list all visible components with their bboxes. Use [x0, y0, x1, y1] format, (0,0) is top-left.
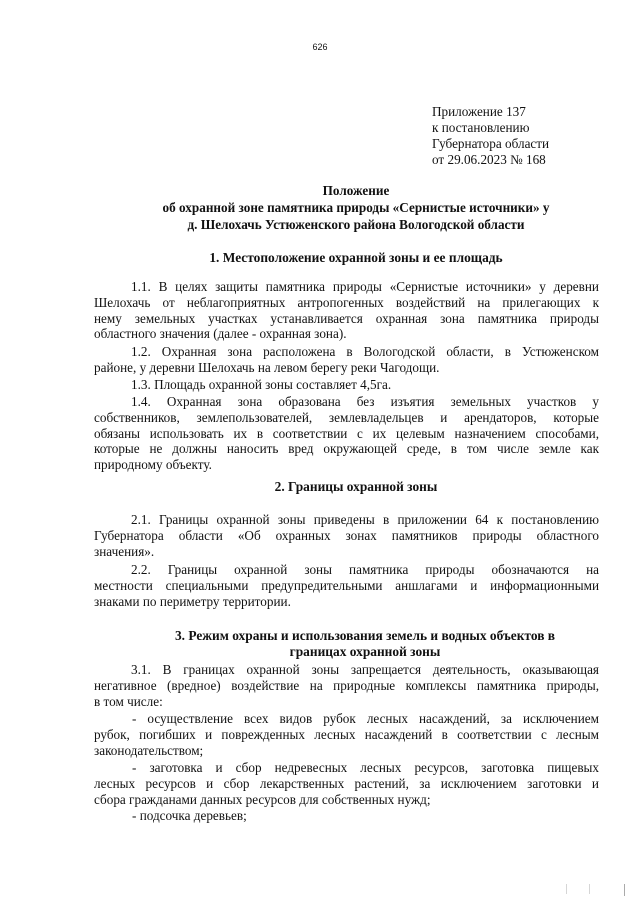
appendix-line: Приложение 137 [432, 104, 526, 119]
title-line: д. Шелохачь Устюженского района Вологодской области [187, 217, 525, 232]
text-line: нему земельных участках устанавливается охранная зона памятника природы [94, 310, 599, 326]
text-line: областного значения (далее - охранная зона). [94, 326, 347, 342]
scan-mark [566, 884, 590, 894]
paragraph-1-1 [94, 279, 599, 342]
bullet-1 [94, 711, 599, 758]
text-line: которые не должны наносить вред окружающей среде, в том числе земле как [94, 441, 599, 457]
text-line: 3.1. В границах охранной зоны запрещается деятельность, оказывающая [131, 662, 599, 677]
paragraph-1-4 [94, 394, 599, 473]
paragraph-1-3 [94, 377, 599, 393]
appendix-line: к постановлению [432, 120, 530, 135]
text-line: значения». [94, 543, 155, 559]
text-line: негативное (вредное) воздействие на природные комплексы памятника природы, [94, 677, 599, 693]
page-number: 626 [312, 42, 328, 52]
text-line: 1.4. Охранная зона образована без изъятия земельных участков у [131, 394, 599, 409]
title-line: Положение [322, 183, 390, 198]
text-line: знаками по периметру территории. [94, 593, 291, 609]
text-line: - осуществление всех видов рубок лесных насаждений, за исключением [132, 711, 599, 726]
paragraph-1-2 [94, 344, 599, 376]
heading-line: 3. Режим охраны и использования земель и водных объектов в [174, 628, 556, 643]
appendix-line: Губернатора области [432, 136, 550, 151]
scan-mark [624, 884, 625, 896]
text-line: - подсочка деревьев; [132, 808, 247, 823]
text-line: - заготовка и сбор недревесных лесных ресурсов, заготовка пищевых [132, 760, 599, 775]
text-line: законодательством; [94, 742, 204, 758]
paragraph-2-1 [94, 512, 599, 559]
paragraph-3-1 [94, 662, 599, 709]
text-line: 1.2. Охранная зона расположена в Вологодской области, в Устюженском [131, 344, 599, 359]
title-line: об охранной зоне памятника природы «Сернистые источники» у [162, 200, 550, 215]
text-line: 2.2. Границы охранной зоны памятника природы обозначаются на [131, 562, 599, 577]
section-2-heading: 2. Границы охранной зоны [274, 479, 438, 494]
bullet-2 [94, 760, 599, 807]
section-3-heading [150, 628, 580, 660]
text-line: районе, у деревни Шелохачь на левом берегу реки Чагодощи. [94, 359, 440, 375]
text-line: Губернатора области «Об охранных зонах памятников природы областного [94, 527, 599, 543]
text-line: 1.1. В целях защиты памятника природы «Сернистые источники» у деревни [131, 279, 599, 294]
text-line: местности специальными предупредительными аншлагами и информационными [94, 577, 599, 593]
text-line: природному объекту. [94, 457, 212, 473]
appendix-block [432, 104, 622, 168]
text-line: лесных ресурсов и сбор лекарственных растений, за исключением заготовки и [94, 775, 599, 791]
text-line: 2.1. Границы охранной зоны приведены в приложении 64 к постановлению [131, 512, 599, 527]
text-line: рубок, погибших и поврежденных лесных насаждений в соответствии с лесным [94, 726, 599, 742]
text-line: собственников, землепользователей, землевладельцев и арендаторов, которые [94, 409, 599, 425]
text-line: в том числе: [94, 693, 163, 709]
text-line: 1.3. Площадь охранной зоны составляет 4,5га. [131, 377, 392, 392]
paragraph-2-2 [94, 562, 599, 609]
appendix-line: от 29.06.2023 № 168 [432, 152, 546, 167]
text-line: Шелохачь от неблагоприятных антропогенных воздействий на прилегающих к [94, 294, 599, 310]
text-line: обязаны использовать их в соответствии с их целевым назначением способами, [94, 425, 599, 441]
heading-line: границах охранной зоны [289, 644, 441, 659]
text-line: сбора гражданами данных ресурсов для собственных нужд; [94, 791, 431, 807]
document-title [96, 182, 616, 233]
bullet-3 [94, 808, 599, 824]
section-1-heading: 1. Местоположение охранной зоны и ее площадь [209, 250, 503, 265]
